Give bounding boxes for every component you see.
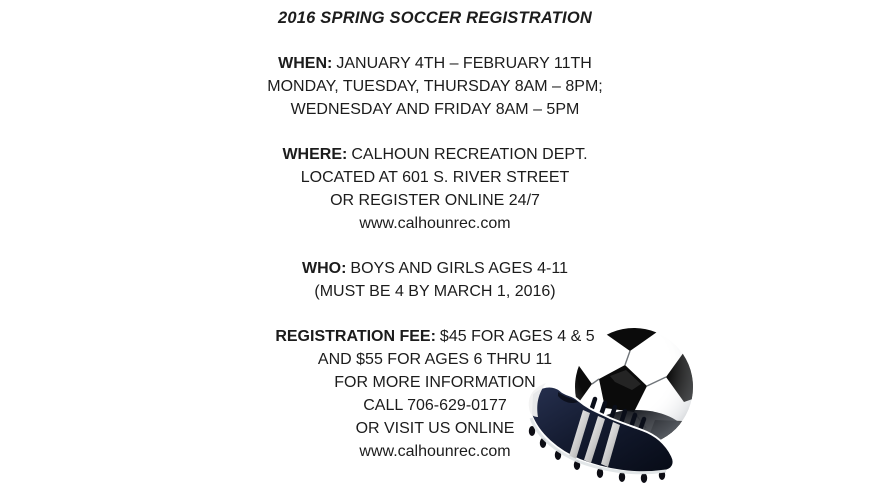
when-line-3: WEDNESDAY AND FRIDAY 8AM – 5PM [290,101,580,118]
where-website: www.calhounrec.com [359,215,511,232]
when-line-2: MONDAY, TUESDAY, THURSDAY 8AM – 8PM; [267,78,603,95]
where-label: WHERE: [282,146,348,163]
where-venue: CALHOUN RECREATION DEPT. [351,146,588,163]
fee-line-5: OR VISIT US ONLINE [355,420,515,437]
who-section [0,257,870,303]
where-line-3: OR REGISTER ONLINE 24/7 [330,192,540,209]
fee-website: www.calhounrec.com [359,443,511,460]
fee-label: REGISTRATION FEE: [275,328,436,345]
fee-line-2: AND $55 FOR AGES 6 THRU 11 [317,351,553,368]
when-section [0,52,870,121]
fee-phone: CALL 706-629-0177 [363,397,507,414]
where-section [0,143,870,235]
flyer-text [0,7,870,463]
fee-line-1 [0,325,870,348]
who-line-1 [0,257,870,280]
fee-amount: $45 FOR AGES 4 & 5 [439,328,595,345]
who-line-2: (MUST BE 4 BY MARCH 1, 2016) [314,283,556,300]
fee-section [0,325,870,463]
where-line-1 [0,143,870,166]
when-line-1 [0,52,870,75]
fee-line-3: FOR MORE INFORMATION [334,374,536,391]
flyer-title: 2016 SPRING SOCCER REGISTRATION [278,9,592,27]
who-ages: BOYS AND GIRLS AGES 4-11 [350,260,568,277]
when-label: WHEN: [278,55,333,72]
who-label: WHO: [301,260,347,277]
where-line-2: LOCATED AT 601 S. RIVER STREET [300,169,570,186]
when-dates: JANUARY 4TH – FEBRUARY 11TH [336,55,592,72]
